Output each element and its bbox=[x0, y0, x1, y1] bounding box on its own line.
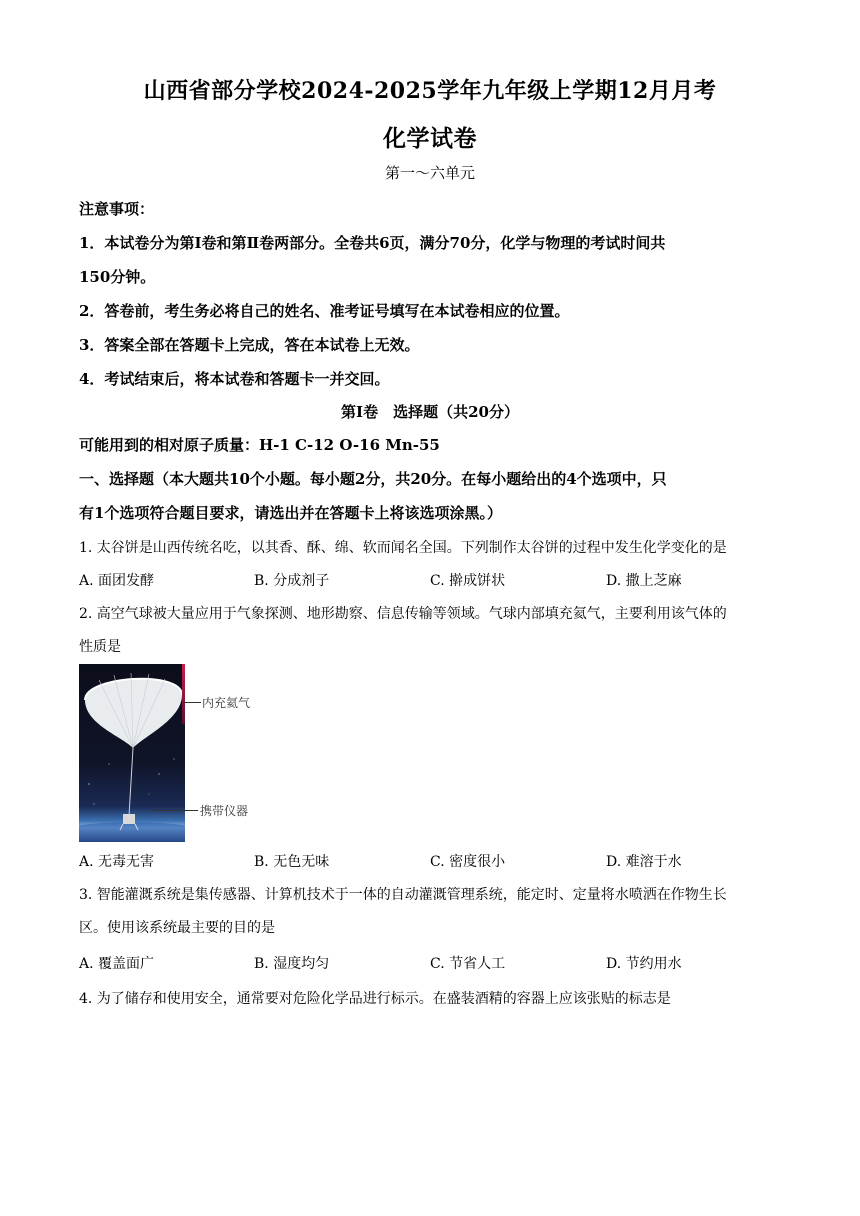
balloon-image-edge bbox=[182, 664, 185, 724]
question-3-stem: 3. 智能灌溉系统是集传感器、计算机技术于一体的自动灌溉管理系统，能定时、定量将水喷洒在作物生长 bbox=[79, 887, 727, 903]
q3-option-b[interactable]: B. 湿度均匀 bbox=[254, 956, 330, 972]
atomic-mass-line: 可能用到的相对原子质量：H-1 C-12 O-16 Mn-55 bbox=[79, 436, 440, 454]
exam-title: 山西省部分学校2024-2025学年九年级上学期12月月考 bbox=[143, 78, 717, 104]
question-2-stem: 2. 高空气球被大量应用于气象探测、地形勘察、信息传输等领域。气球内部填充氦气，主要利用该气体的 bbox=[79, 606, 727, 622]
question-3-stem-cont: 区。使用该系统最主要的目的是 bbox=[79, 920, 275, 936]
q2-option-c[interactable]: C. 密度很小 bbox=[430, 854, 506, 870]
callout-line-helium bbox=[183, 702, 201, 703]
q1-option-d[interactable]: D. 撒上芝麻 bbox=[606, 573, 682, 589]
question-2-stem-cont: 性质是 bbox=[79, 639, 121, 655]
notice-heading: 注意事项： bbox=[79, 200, 155, 218]
q2-option-b[interactable]: B. 无色无味 bbox=[254, 854, 330, 870]
label-helium: 内充氦气 bbox=[202, 696, 251, 710]
q2-option-a[interactable]: A. 无毒无害 bbox=[79, 854, 155, 870]
callout-line-instrument bbox=[150, 810, 198, 811]
notice-item-1-cont: 150分钟。 bbox=[79, 268, 156, 286]
notice-item-2: 2．答卷前，考生务必将自己的姓名、准考证号填写在本试卷相应的位置。 bbox=[79, 302, 570, 320]
notice-item-4: 4．考试结束后，将本试卷和答题卡一并交回。 bbox=[79, 370, 390, 388]
section-instructions: 一、选择题（本大题共10个小题。每小题2分，共20分。在每小题给出的4个选项中，只 bbox=[79, 470, 667, 488]
scope-subtitle: 第一～六单元 bbox=[384, 164, 475, 182]
section-instructions-cont: 有1个选项符合题目要求，请选出并在答题卡上将该选项涂黑。） bbox=[79, 504, 502, 522]
question-1-stem: 1. 太谷饼是山西传统名吃，以其香、酥、绵、软而闻名全国。下列制作太谷饼的过程中发生化学变化的是 bbox=[79, 540, 727, 556]
q1-option-a[interactable]: A. 面团发酵 bbox=[79, 573, 155, 589]
balloon-image bbox=[79, 664, 185, 842]
subject-title: 化学试卷 bbox=[383, 125, 477, 152]
question-4-stem: 4. 为了储存和使用安全，通常要对危险化学品进行标示。在盛装酒精的容器上应该张贴的标志是 bbox=[79, 991, 671, 1007]
q1-option-c[interactable]: C. 擀成饼状 bbox=[430, 573, 506, 589]
label-instrument: 携带仪器 bbox=[200, 804, 249, 818]
q3-option-c[interactable]: C. 节省人工 bbox=[430, 956, 506, 972]
balloon-drawing bbox=[79, 664, 185, 842]
q3-option-d[interactable]: D. 节约用水 bbox=[606, 956, 682, 972]
q1-option-b[interactable]: B. 分成剂子 bbox=[254, 573, 330, 589]
q2-option-d[interactable]: D. 难溶于水 bbox=[606, 854, 682, 870]
notice-item-1: 1．本试卷分为第Ⅰ卷和第Ⅱ卷两部分。全卷共6页，满分70分，化学与物理的考试时间共 bbox=[79, 234, 666, 252]
q3-option-a[interactable]: A. 覆盖面广 bbox=[79, 956, 155, 972]
section-title: 第Ⅰ卷 选择题（共20分） bbox=[341, 403, 519, 421]
notice-item-3: 3．答案全部在答题卡上完成，答在本试卷上无效。 bbox=[79, 336, 420, 354]
